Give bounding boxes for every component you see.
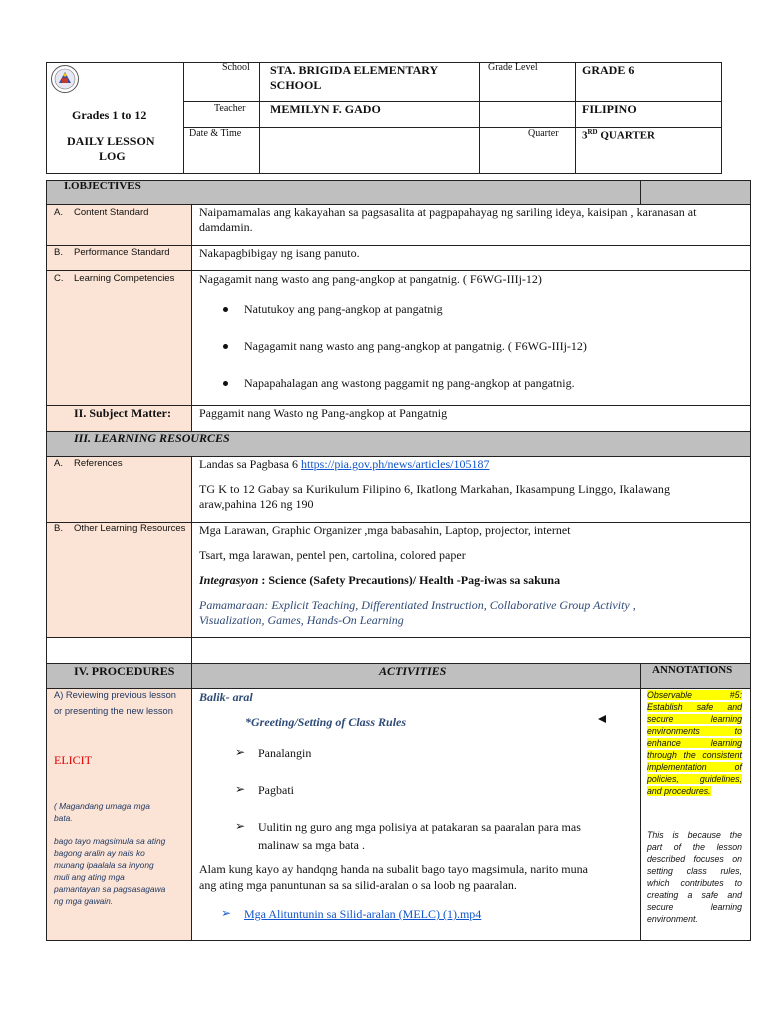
spacer-row-left — [46, 637, 192, 664]
annotation-line: creating a safe and — [647, 890, 742, 900]
objectives-heading-row — [46, 180, 751, 205]
annotation-line: Establish safe and — [647, 702, 742, 712]
annotation-line: environments to — [647, 726, 742, 736]
annotation-line: secure learning — [647, 714, 742, 724]
header-table — [46, 62, 722, 174]
school-value: STA. BRIGIDA ELEMENTARY — [270, 63, 439, 77]
performance-standard-title: Performance Standard — [74, 247, 170, 258]
annotation-explanation — [647, 829, 742, 925]
teacher-note: ( Magandang umaga mga — [54, 801, 150, 811]
activity-item: Panalangin — [258, 746, 312, 760]
activities-heading: ACTIVITIES — [379, 664, 447, 678]
activity-item: Pagbati — [258, 783, 294, 797]
grades-label: Grades 1 to 12 — [72, 108, 147, 122]
annotation-line: This is because the — [647, 830, 742, 840]
quarter-label: Quarter — [528, 128, 559, 139]
balik-aral: Balik- aral — [199, 690, 253, 704]
annotation-line: policies, guidelines, — [647, 774, 742, 784]
activity-item: Uulitin ng guro ang mga polisiya at patakaran sa paaralan para mas — [258, 820, 581, 834]
play-marker-icon — [597, 714, 607, 724]
arrow-bullet-icon: ➢ — [235, 819, 246, 833]
pia-link[interactable]: https://pia.gov.ph/news/articles/105187 — [300, 457, 490, 471]
subject-matter-text: Paggamit nang Wasto ng Pang-angkop at Pangatnig — [199, 406, 448, 420]
bullet-icon — [223, 381, 228, 386]
annotations-heading: ANNOTATIONS — [652, 664, 733, 676]
elicit-label: ELICIT — [54, 753, 92, 767]
competencies-label-cell — [46, 270, 192, 406]
references-tg-text: TG K to 12 Gabay sa Kurikulum Filipino 6, Ikatlong Markahan, Ikasampung Linggo, Ikalawang — [199, 482, 671, 496]
method-text: Pamamaraan: Explicit Teaching, Differentiated Instruction, Collaborative Group Activity , — [199, 598, 636, 612]
video-link[interactable]: Mga Alituntunin sa Silid-aralan (MELC) (1).mp4 — [244, 907, 482, 921]
competencies-title: Learning Competencies — [74, 273, 175, 284]
annotation-observable — [647, 689, 742, 797]
bullet-icon — [223, 307, 228, 312]
annotation-line: enhance learning — [647, 738, 742, 748]
bullet-icon — [223, 344, 228, 349]
spacer-row-right — [191, 637, 751, 664]
competency-bullet: Nagagamit nang wasto ang pang-angkop at pangatnig. ( F6WG-IIIj-12) — [244, 339, 587, 353]
log-title: DAILY LESSON — [67, 134, 155, 148]
content-standard-title: Content Standard — [74, 207, 149, 218]
subject-matter-label: II. Subject Matter: — [74, 406, 171, 420]
other-resources-text-2: Tsart, mga larawan, pentel pen, cartolina, colored paper — [199, 548, 466, 562]
annotation-line: and procedures. — [647, 786, 711, 796]
quarter-value: 3RD QUARTER — [582, 128, 655, 142]
references-text: Landas sa Pagbasa 6 https://pia.gov.ph/news/articles/105187 — [199, 457, 490, 471]
objectives-heading: I.OBJECTIVES — [64, 180, 141, 192]
annotation-line: implementation of — [647, 762, 742, 772]
deped-seal-icon — [50, 64, 80, 94]
competencies-text: Nagagamit nang wasto ang pang-angkop at pangatnig. ( F6WG-IIIj-12) — [199, 272, 542, 286]
performance-standard-text: Nakapagbibigay ng isang panuto. — [199, 246, 360, 260]
resources-heading: III. LEARNING RESOURCES — [74, 431, 230, 445]
other-resources-text: Mga Larawan, Graphic Organizer ,mga babasahin, Laptop, projector, internet — [199, 523, 571, 537]
other-resources-title: Other Learning Resources — [74, 523, 186, 534]
grade-value: GRADE 6 — [582, 63, 635, 77]
step-a-title: A) Reviewing previous lesson — [54, 690, 176, 700]
annotation-line: which contributes to — [647, 878, 742, 888]
annotation-line: secure learning — [647, 902, 742, 912]
school-value-2: SCHOOL — [270, 78, 322, 92]
competency-bullet: Napapahalagan ang wastong paggamit ng pang-angkop at pangatnig. — [244, 376, 575, 390]
references-title: References — [74, 458, 123, 469]
arrow-bullet-icon: ➢ — [221, 906, 232, 920]
integration-text: Integrasyon : Science (Safety Precautions)/ Health -Pag-iwas sa sakuna — [199, 573, 561, 587]
teacher-label: Teacher — [214, 103, 246, 114]
content-standard-text: Naipamamalas ang kakayahan sa pagsasalita at pagpapahayag ng sariling ideya, kaisipan , karanasan at — [199, 205, 697, 219]
greeting-text: *Greeting/Setting of Class Rules — [245, 715, 407, 729]
procedures-heading: IV. PROCEDURES — [74, 664, 175, 678]
annotation-line: Observable #5: — [647, 690, 742, 700]
other-resources-label-cell — [46, 522, 192, 638]
log-title-2: LOG — [99, 149, 126, 163]
arrow-bullet-icon: ➢ — [235, 782, 246, 796]
annotation-line: described focuses on — [647, 854, 742, 864]
date-label: Date & Time — [189, 128, 242, 139]
teacher-value: MEMILYN F. GADO — [270, 102, 381, 116]
annotation-line: part of the lesson — [647, 842, 742, 852]
annotation-line: through the consistent — [647, 750, 742, 760]
activity-paragraph: Alam kung kayo ay handqng handa na subalit bago tayo magsimula, narito muna — [199, 862, 588, 876]
subject-value: FILIPINO — [582, 102, 637, 116]
annotation-line: environment. — [647, 914, 698, 924]
school-label: School — [222, 62, 250, 73]
arrow-bullet-icon: ➢ — [235, 745, 246, 759]
competency-bullet: Natutukoy ang pang-angkop at pangatnig — [244, 302, 443, 316]
annotation-line: setting class rules, — [647, 866, 742, 876]
grade-label: Grade Level — [488, 62, 538, 73]
